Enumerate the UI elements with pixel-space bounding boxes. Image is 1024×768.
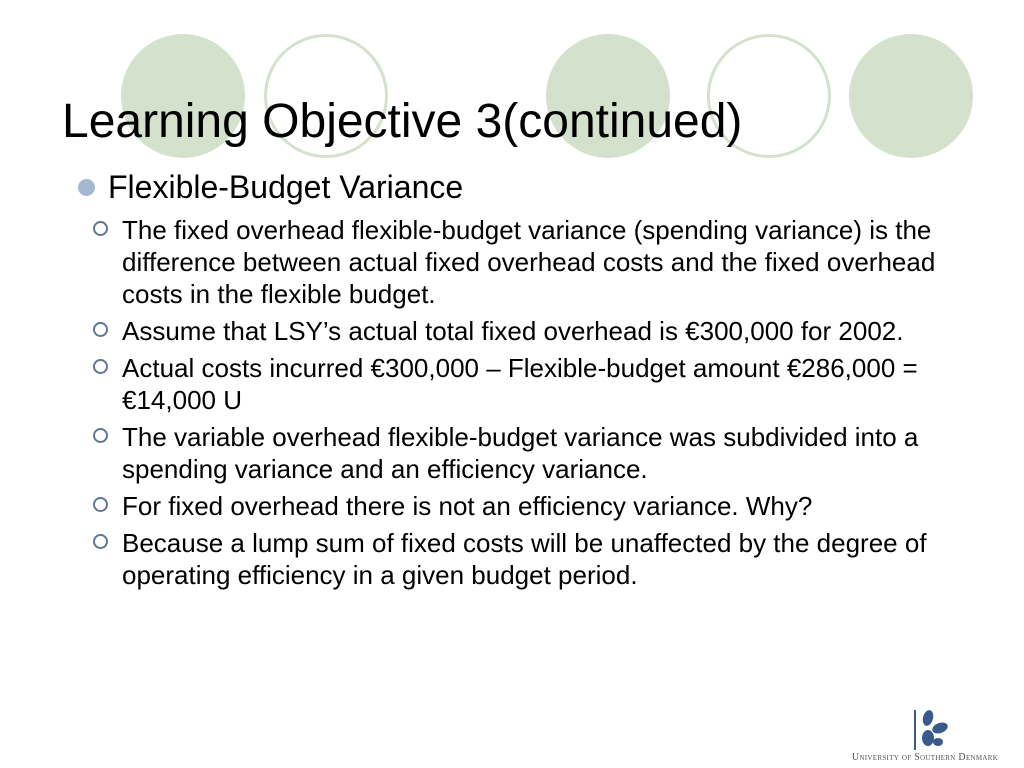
sub-bullet <box>93 315 968 347</box>
bullet-ring-icon <box>93 497 108 512</box>
bullet-ring-icon <box>93 359 108 374</box>
sub-bullet-text: Because a lump sum of fixed costs will be unaffected by the degree of operating efficiency in a given budget period. <box>122 528 927 590</box>
sub-bullet <box>93 214 968 310</box>
bullet-ring-icon <box>93 428 108 443</box>
leaf-logo-icon <box>910 708 950 752</box>
sub-bullet-text: The variable overhead flexible-budget variance was subdivided into a spending variance and an efficiency variance. <box>122 422 919 484</box>
university-name: University of Southern Denmark <box>851 752 999 763</box>
sub-bullet-text: Actual costs incurred €300,000 – Flexible-budget amount €286,000 = €14,000 U <box>122 353 918 415</box>
bullet-ring-icon <box>93 534 108 549</box>
sub-bullet <box>93 421 968 485</box>
university-logo <box>835 708 1015 764</box>
sub-bullet <box>93 490 968 522</box>
slide-content <box>78 168 968 596</box>
main-bullet <box>78 168 968 206</box>
sub-bullet-text: The fixed overhead flexible-budget variance (spending variance) is the difference between actual fixed overhead costs and the fixed overhead costs in the flexible budget. <box>122 215 936 309</box>
bullet-ring-icon <box>93 322 108 337</box>
sub-bullet <box>93 352 968 416</box>
main-bullet-text: Flexible-Budget Variance <box>108 169 464 205</box>
slide-title: Learning Objective 3(continued) <box>62 95 743 148</box>
decor-circle-5 <box>849 34 973 158</box>
sub-bullet-text: Assume that LSY’s actual total fixed overhead is €300,000 for 2002. <box>122 316 904 346</box>
sub-bullet <box>93 527 968 591</box>
bullet-ring-icon <box>93 221 108 236</box>
bullet-dot-icon <box>78 179 95 196</box>
sub-bullet-text: For fixed overhead there is not an efficiency variance. Why? <box>122 491 813 521</box>
